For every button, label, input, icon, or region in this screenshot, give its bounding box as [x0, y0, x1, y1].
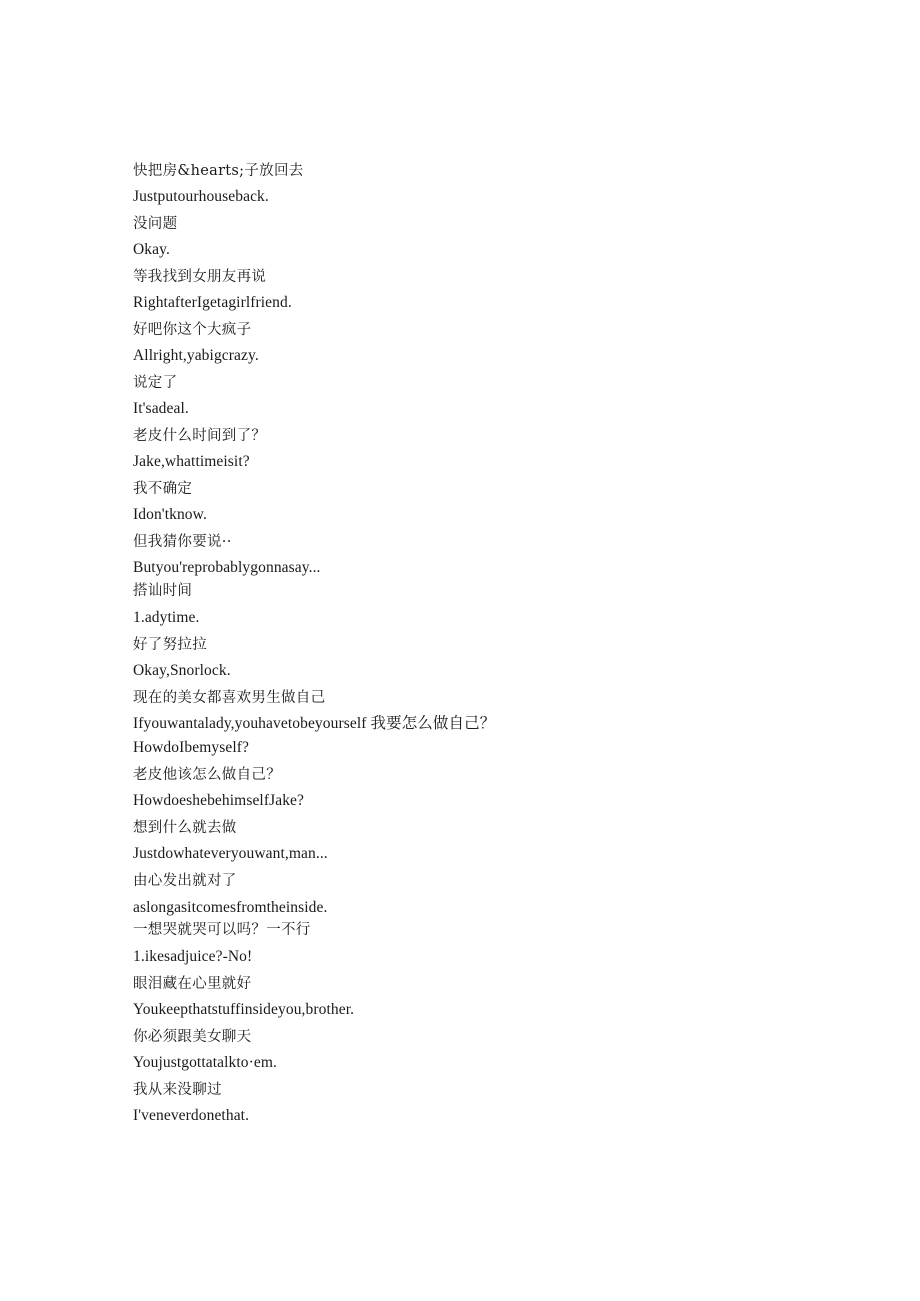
chinese-subtitle-line: 由心发出就对了 [133, 873, 237, 889]
chinese-subtitle-line: 我从来没聊过 [133, 1082, 222, 1098]
english-subtitle-line: 1.adytime. [133, 609, 200, 626]
english-subtitle-line: Ifyouwantalady,youhavetobeyourself 我要怎么做自己？ [133, 715, 496, 732]
english-subtitle-line: aslongasitcomesfromtheinside. [133, 899, 328, 916]
chinese-subtitle-line: 老皮什么时间到了？ [133, 428, 267, 444]
english-subtitle-line: HowdoeshebehimselfJake? [133, 792, 305, 809]
chinese-subtitle-line: 一想哭就哭可以吗？一不行 [133, 922, 311, 938]
english-subtitle-line: Justdowhateveryouwant,man... [133, 845, 328, 862]
english-subtitle-line: RightafterIgetagirlfriend. [133, 294, 292, 311]
chinese-subtitle-line: 没问题 [133, 216, 178, 232]
chinese-subtitle-line: 但我猜你要说·· [133, 534, 232, 550]
english-subtitle-line: Okay. [133, 241, 170, 258]
english-subtitle-line: Jake,whattimeisit? [133, 453, 250, 470]
chinese-subtitle-line: 说定了 [133, 375, 178, 391]
english-subtitle-line: Okay,Snorlock. [133, 662, 231, 679]
chinese-subtitle-line: 好吧你这个大疯子 [133, 322, 252, 338]
chinese-subtitle-line: 等我找到女朋友再说 [133, 269, 267, 285]
english-subtitle-line: It'sadeal. [133, 400, 189, 417]
english-subtitle-line: Youjustgottatalkto·em. [133, 1054, 278, 1071]
chinese-subtitle-line: 搭讪时间 [133, 583, 193, 599]
chinese-subtitle-line: 快把房&hearts;子放回去 [133, 163, 304, 179]
english-subtitle-line: I'veneverdonethat. [133, 1107, 250, 1124]
english-subtitle-line: Youkeepthatstuffinsideyou,brother. [133, 1001, 355, 1018]
english-subtitle-line: Justputourhouseback. [133, 188, 269, 205]
chinese-subtitle-line: 眼泪藏在心里就好 [133, 976, 252, 992]
chinese-subtitle-line: 老皮他该怎么做自己？ [133, 767, 281, 783]
english-subtitle-line: 1.ikesadjuice?-No! [133, 948, 253, 965]
english-subtitle-line: Butyou'reprobablygonnasay... [133, 559, 321, 576]
chinese-subtitle-line: 想到什么就去做 [133, 820, 237, 836]
chinese-subtitle-line: 你必须跟美女聊天 [133, 1029, 252, 1045]
chinese-subtitle-line: 现在的美女都喜欢男生做自己 [133, 690, 326, 706]
english-subtitle-line: Allright,yabigcrazy. [133, 347, 259, 364]
chinese-subtitle-line: 我不确定 [133, 481, 193, 497]
english-subtitle-line: HowdoIbemyself? [133, 739, 249, 756]
english-subtitle-line: Idon'tknow. [133, 506, 207, 523]
chinese-subtitle-line: 好了努拉拉 [133, 637, 207, 653]
